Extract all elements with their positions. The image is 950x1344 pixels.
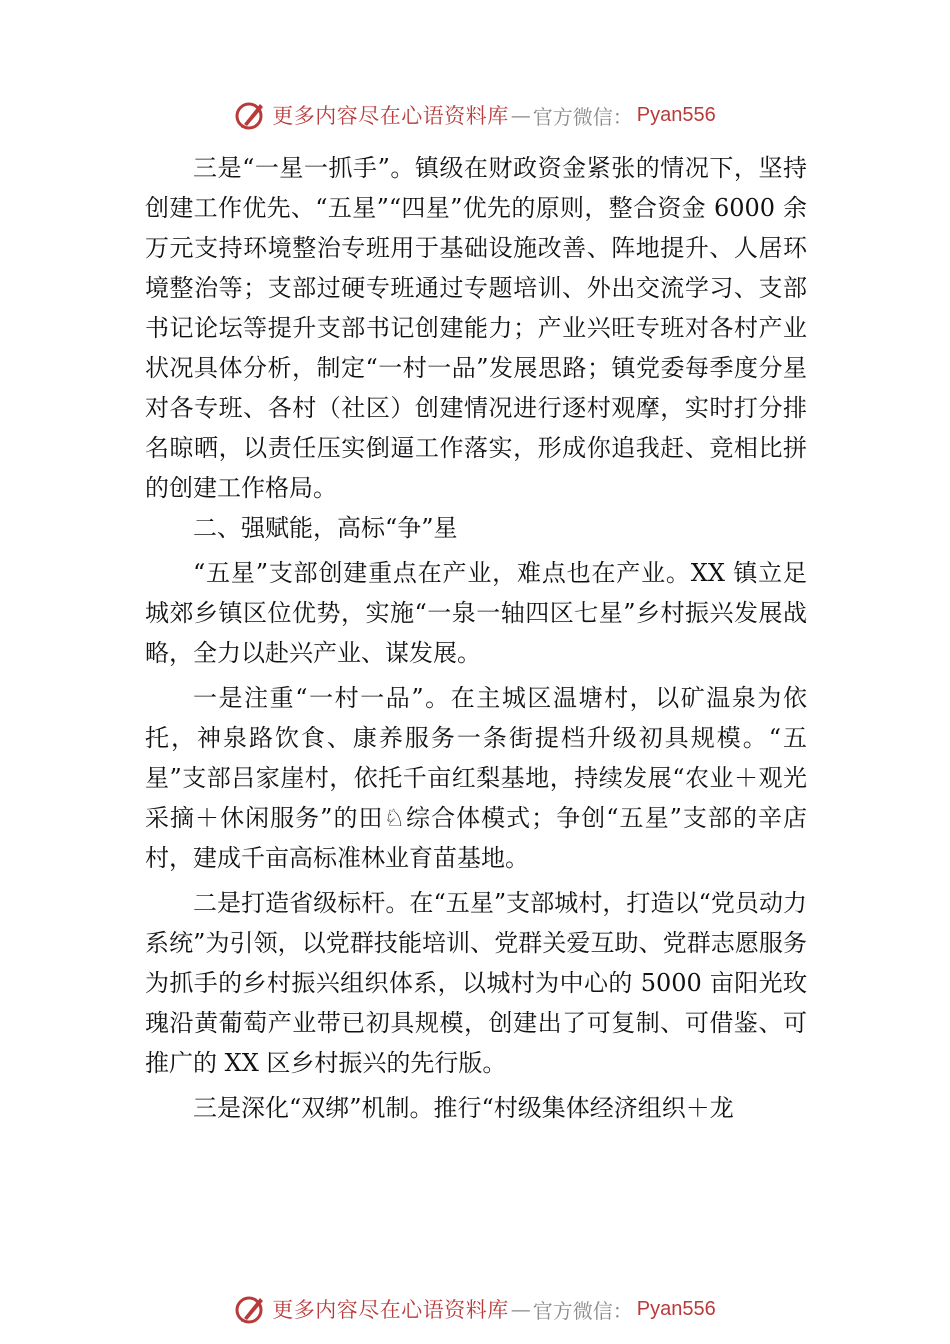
header-watermark: [0, 95, 950, 135]
paragraph-1: 三是“一星一抓手”。镇级在财政资金紧张的情况下，坚持创建工作优先、“五星”“四星”优先的原则，整合资金 6000 余万元支持环境整治专班用于基础设施改善、阵地提升、人居环境整治等；支部过硬专班通过专题培训、外出交流学习、支部书记论坛等提升支部书记创建能力；产业兴旺专班对各村产业状况具体分析，制定“一村一品”发展思路；镇党委每季度分星对各专班、各村（社区）创建情况进行逐村观摩，实时打分排名晾晒，以责任压实倒逼工作落实，形成你追我赶、竞相比拼的创建工作格局。: [145, 154, 807, 502]
watermark-dash: —: [510, 1297, 531, 1321]
paragraph-5: 三是深化“双绑”机制。推行“村级集体经济组织＋龙: [193, 1094, 734, 1122]
watermark-id: Pyan556: [636, 1297, 716, 1320]
watermark-dash: —: [510, 103, 531, 127]
paragraph-2: “五星”支部创建重点在产业，难点也在产业。XX 镇立足城郊乡镇区位优势，实施“一泉一轴四区七星”乡村振兴发展战略，全力以赴兴产业、谋发展。: [145, 559, 807, 667]
pen-logo-icon: [234, 98, 268, 132]
watermark-title: 更多内容尽在心语资料库: [272, 104, 509, 128]
watermark-title: 更多内容尽在心语资料库: [272, 1298, 509, 1322]
paragraph-4: 二是打造省级标杆。在“五星”支部城村，打造以“党员动力系统”为引领，以党群技能培训、党群关爱互助、党群志愿服务为抓手的乡村振兴组织体系，以城村为中心的 5000 亩阳光玫瑰沿黄葡萄产业带已初具规模，创建出了可复制、可借鉴、可推广的 XX 区乡村振兴的先行版。: [145, 889, 807, 1077]
section-heading: 二、强赋能，高标“争”星: [193, 514, 458, 542]
watermark-sub: 官方微信：: [532, 104, 633, 129]
footer-watermark: [0, 1289, 950, 1329]
watermark-sub: 官方微信：: [532, 1298, 633, 1323]
document-body: [145, 148, 807, 1128]
pen-logo-icon: [234, 1292, 268, 1326]
paragraph-3: 一是注重“一村一品”。在主城区温塘村，以矿温泉为依托，神泉路饮食、康养服务一条街提档升级初具规模。“五星”支部吕家崖村，依托千亩红梨基地，持续发展“农业＋观光采摘＋休闲服务”的田♘综合体模式；争创“五星”支部的辛店村，建成千亩高标准林业育苗基地。: [145, 684, 807, 872]
watermark-id: Pyan556: [636, 103, 716, 126]
